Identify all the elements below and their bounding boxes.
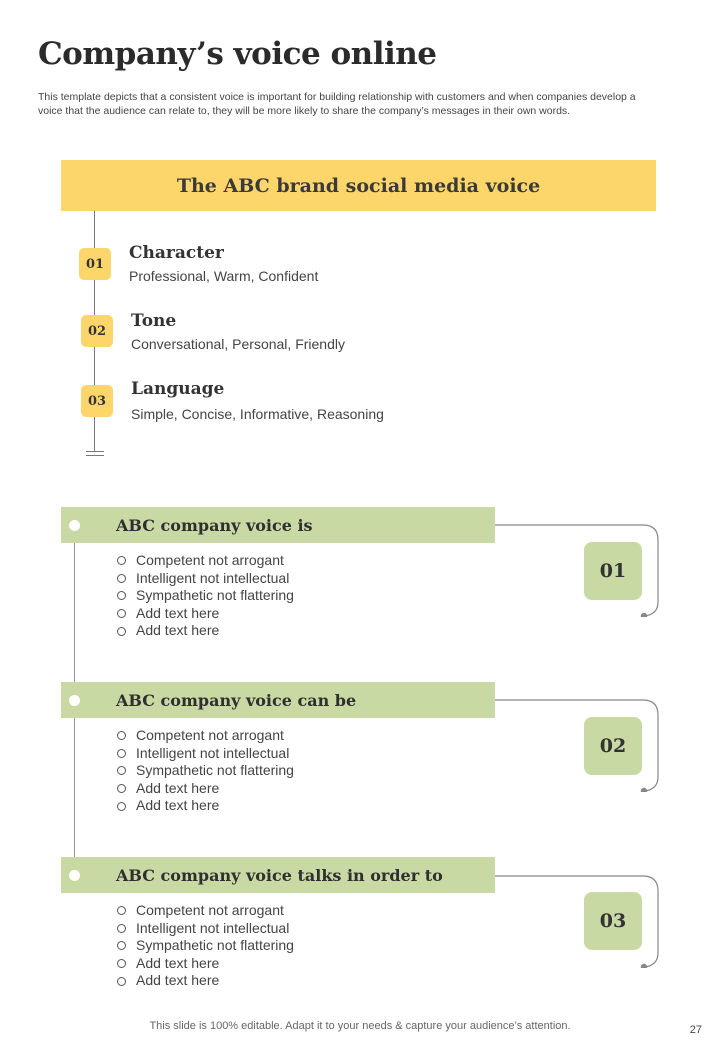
section-bar-1 <box>61 507 495 543</box>
bullet-circle-icon <box>117 924 126 933</box>
item-heading-language: Language <box>131 379 225 399</box>
item-number-02: 02 <box>81 315 113 347</box>
list-item: Add text here <box>116 605 294 623</box>
bullet-circle-icon <box>117 591 126 600</box>
circle-icon <box>69 520 80 531</box>
brand-voice-banner <box>61 160 656 211</box>
section-bullets-3 <box>116 902 294 990</box>
section-title-3: ABC company voice talks in order to <box>116 865 443 885</box>
bullet-circle-icon <box>117 556 126 565</box>
list-item: Competent not arrogant <box>116 552 294 570</box>
section-bullets-2 <box>116 727 294 815</box>
list-item: Sympathetic not flattering <box>116 762 294 780</box>
banner-title: The ABC brand social media voice <box>176 174 541 197</box>
list-item: Add text here <box>116 780 294 798</box>
list-item: Competent not arrogant <box>116 902 294 920</box>
list-item: Competent not arrogant <box>116 727 294 745</box>
bullet-circle-icon <box>117 802 126 811</box>
section-number-3: 03 <box>584 892 642 950</box>
page-subtitle: This template depicts that a consistent voice is important for building relationship with customers and when companies develop a voice that the audience can relate to, they will be more likely to share the company’s messages in their own words. <box>38 91 636 117</box>
list-item: Sympathetic not flattering <box>116 937 294 955</box>
bullet-circle-icon <box>117 574 126 583</box>
item-number-03: 03 <box>81 385 113 417</box>
item-heading-character: Character <box>129 243 224 263</box>
item-heading-tone: Tone <box>131 311 177 331</box>
list-item: Intelligent not intellectual <box>116 570 294 588</box>
list-item: Add text here <box>116 622 294 640</box>
bullet-circle-icon <box>117 784 126 793</box>
list-item: Add text here <box>116 797 294 815</box>
section-title-2: ABC company voice can be <box>116 690 357 710</box>
bullet-circle-icon <box>117 906 126 915</box>
item-description-character: Professional, Warm, Confident <box>129 268 319 284</box>
section-bar-2 <box>61 682 495 718</box>
item-description-language: Simple, Concise, Informative, Reasoning <box>131 406 384 422</box>
bullet-circle-icon <box>117 941 126 950</box>
section-number-2: 02 <box>584 717 642 775</box>
list-item: Add text here <box>116 955 294 973</box>
list-item: Add text here <box>116 972 294 990</box>
bullet-circle-icon <box>117 959 126 968</box>
bullet-circle-icon <box>117 749 126 758</box>
list-item: Sympathetic not flattering <box>116 587 294 605</box>
footer-note: This slide is 100% editable. Adapt it to your needs & capture your audience’s attention. <box>149 1020 571 1032</box>
circle-icon <box>69 695 80 706</box>
section-bullets-1 <box>116 552 294 640</box>
list-item: Intelligent not intellectual <box>116 745 294 763</box>
bullet-circle-icon <box>117 977 126 986</box>
page-title: Company’s voice online <box>38 36 437 72</box>
bullet-circle-icon <box>117 731 126 740</box>
timeline-base <box>86 451 104 456</box>
section-number-1: 01 <box>584 542 642 600</box>
section-bar-3 <box>61 857 495 893</box>
item-number-01: 01 <box>79 248 111 280</box>
list-item: Intelligent not intellectual <box>116 920 294 938</box>
bullet-circle-icon <box>117 609 126 618</box>
item-description-tone: Conversational, Personal, Friendly <box>131 336 345 352</box>
section-title-1: ABC company voice is <box>116 515 313 535</box>
bullet-circle-icon <box>117 766 126 775</box>
bullet-circle-icon <box>117 627 126 636</box>
page-number: 27 <box>689 1024 702 1036</box>
circle-icon <box>69 870 80 881</box>
